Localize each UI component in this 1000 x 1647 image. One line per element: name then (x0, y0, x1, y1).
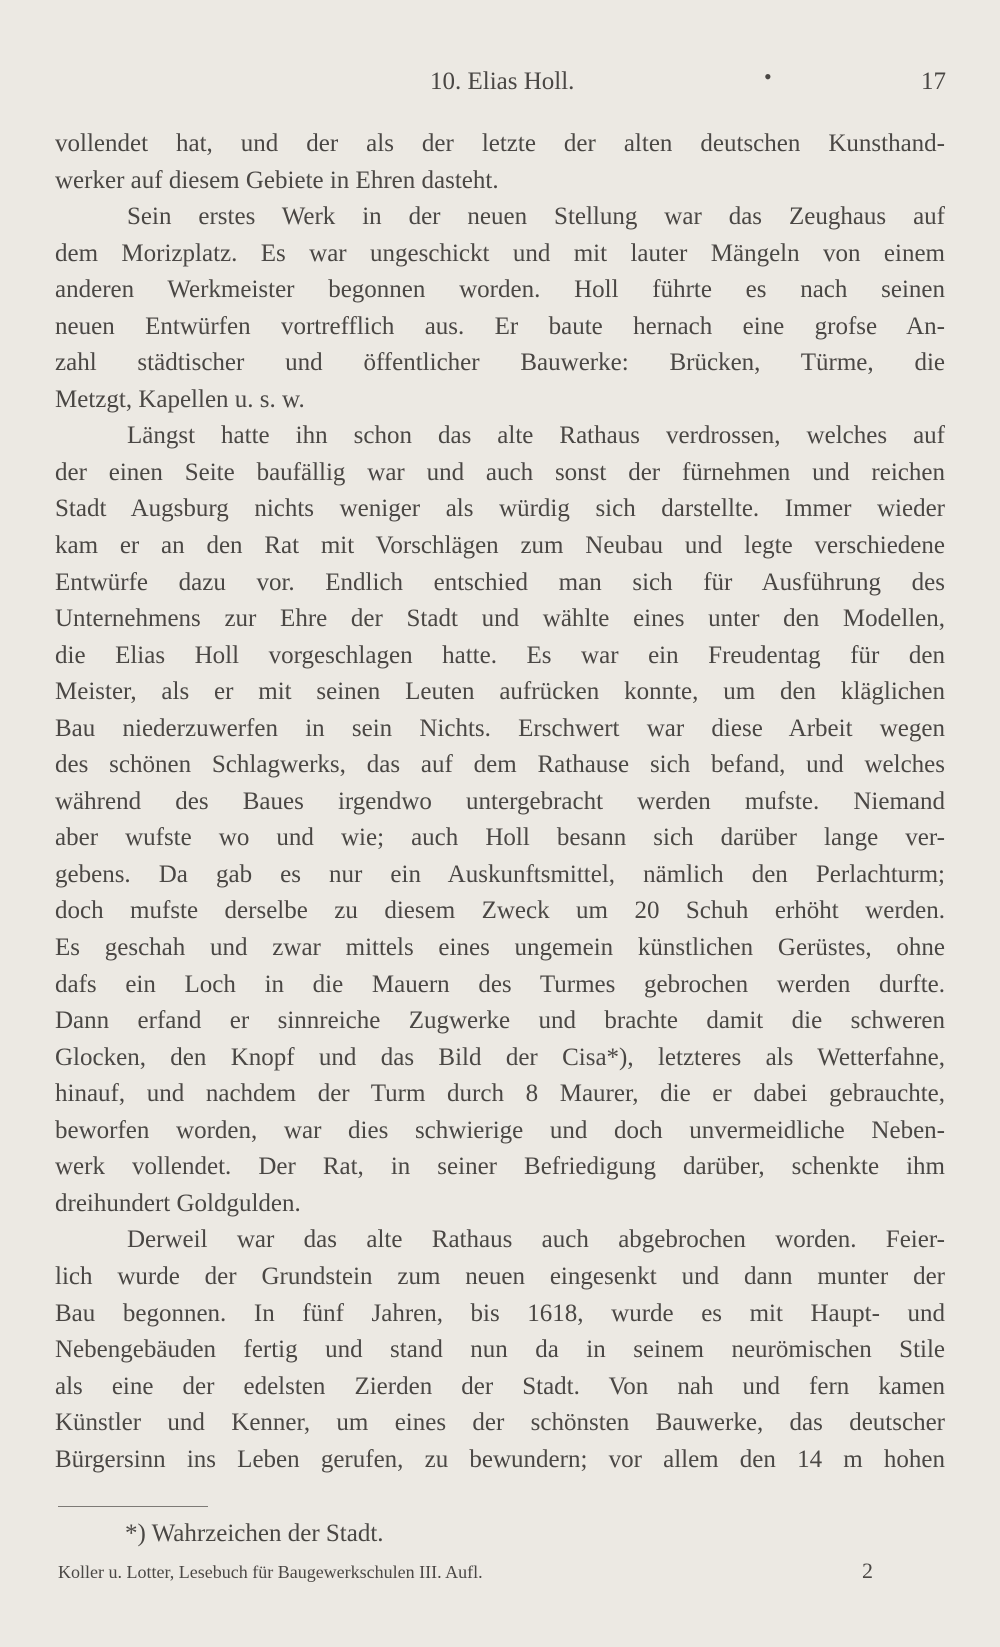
text-line: Längst hatte ihn schon das alte Rathaus verdrossen, welches auf (127, 422, 945, 450)
text-line: Bau begonnen. In fünf Jahren, bis 1618, wurde es mit Haupt- und (55, 1299, 945, 1327)
paragraph (55, 126, 945, 199)
text-line: Es geschah und zwar mittels eines ungemein künstlichen Gerüstes, ohne (55, 934, 945, 962)
text-line: gebens. Da gab es nur ein Auskunftsmittel, nämlich den Perlachturm; (55, 860, 945, 888)
page-footer (58, 1558, 873, 1583)
text-line: Entwürfe dazu vor. Endlich entschied man sich für Ausführung des (55, 568, 945, 596)
text-line: die Elias Holl vorgeschlagen hatte. Es war ein Freudentag für den (55, 641, 945, 669)
body-text (55, 126, 945, 1478)
text-line: Stadt Augsburg nichts weniger als würdig sich darstellte. Immer wieder (55, 495, 945, 523)
text-line: als eine der edelsten Zierden der Stadt. Von nah und fern kamen (55, 1372, 945, 1400)
text-line: Meister, als er mit seinen Leuten aufrücken konnte, um den kläglichen (55, 678, 945, 706)
text-line: lich wurde der Grundstein zum neuen eingesenkt und dann munter der (55, 1262, 945, 1290)
text-line: doch mufste derselbe zu diesem Zweck um 20 Schuh erhöht werden. (55, 897, 945, 925)
paragraph (55, 199, 945, 418)
text-line: dreihundert Goldgulden. (55, 1189, 301, 1217)
paragraph (55, 1222, 945, 1478)
text-line: Bau niederzuwerfen in sein Nichts. Erschwert war diese Arbeit wegen (55, 714, 945, 742)
text-line: Sein erstes Werk in der neuen Stellung war das Zeughaus auf (127, 203, 945, 231)
text-line: während des Baues irgendwo untergebracht werden mufste. Niemand (55, 787, 945, 815)
text-line: neuen Entwürfen vortrefflich aus. Er baute hernach eine grofse An- (55, 312, 945, 340)
text-line: der einen Seite baufällig war und auch sonst der fürnehmen und reichen (55, 458, 945, 486)
text-line: beworfen worden, war dies schwierige und doch unvermeidliche Neben- (55, 1116, 945, 1144)
header-dot: • (764, 64, 772, 89)
text-line: vollendet hat, und der als der letzte der alten deutschen Kunsthand- (55, 130, 945, 157)
text-line: anderen Werkmeister begonnen worden. Holl führte es nach seinen (55, 276, 945, 304)
text-line: Dann erfand er sinnreiche Zugwerke und brachte damit die schweren (55, 1007, 945, 1035)
running-header (60, 64, 946, 104)
text-line: zahl städtischer und öffentlicher Bauwerke: Brücken, Türme, die (55, 349, 945, 377)
footnote: *) Wahrzeichen der Stadt. (125, 1520, 384, 1547)
text-line: Nebengebäuden fertig und stand nun da in seinem neurömischen Stile (55, 1336, 945, 1364)
text-line: hinauf, und nachdem der Turm durch 8 Maurer, die er dabei gebrauchte, (55, 1080, 945, 1108)
text-line: dafs ein Loch in die Mauern des Turmes gebrochen werden durfte. (55, 970, 945, 998)
text-line: Glocken, den Knopf und das Bild der Cisa*), letzteres als Wetterfahne, (55, 1043, 945, 1071)
signature-mark: 2 (862, 1558, 873, 1583)
text-line: dem Morizplatz. Es war ungeschickt und mit lauter Mängeln von einem (55, 239, 945, 267)
page-number: 17 (921, 68, 946, 95)
text-line: aber wufste wo und wie; auch Holl besann sich darüber lange ver- (55, 824, 945, 852)
text-line: Metzgt, Kapellen u. s. w. (55, 385, 305, 413)
text-line: Unternehmens zur Ehre der Stadt und wählte eines unter den Modellen, (55, 605, 945, 633)
footnote-divider (58, 1506, 208, 1507)
text-line: werker auf diesem Gebiete in Ehren dasteht. (55, 166, 499, 194)
footer-source: Koller u. Lotter, Lesebuch für Baugewerkschulen III. Aufl. (58, 1562, 483, 1582)
text-line: werk vollendet. Der Rat, in seiner Befriedigung darüber, schenkte ihm (55, 1153, 945, 1181)
text-line: kam er an den Rat mit Vorschlägen zum Neubau und legte verschiedene (55, 532, 945, 560)
text-line: Künstler und Kenner, um eines der schönsten Bauwerke, das deutscher (55, 1409, 945, 1437)
paragraph (55, 418, 945, 1222)
text-line: Derweil war das alte Rathaus auch abgebrochen worden. Feier- (127, 1226, 945, 1254)
text-line: Bürgersinn ins Leben gerufen, zu bewundern; vor allem den 14 m hohen (55, 1445, 945, 1473)
text-line: des schönen Schlagwerks, das auf dem Rathause sich befand, und welches (55, 751, 945, 779)
chapter-title: 10. Elias Holl. (430, 68, 575, 95)
